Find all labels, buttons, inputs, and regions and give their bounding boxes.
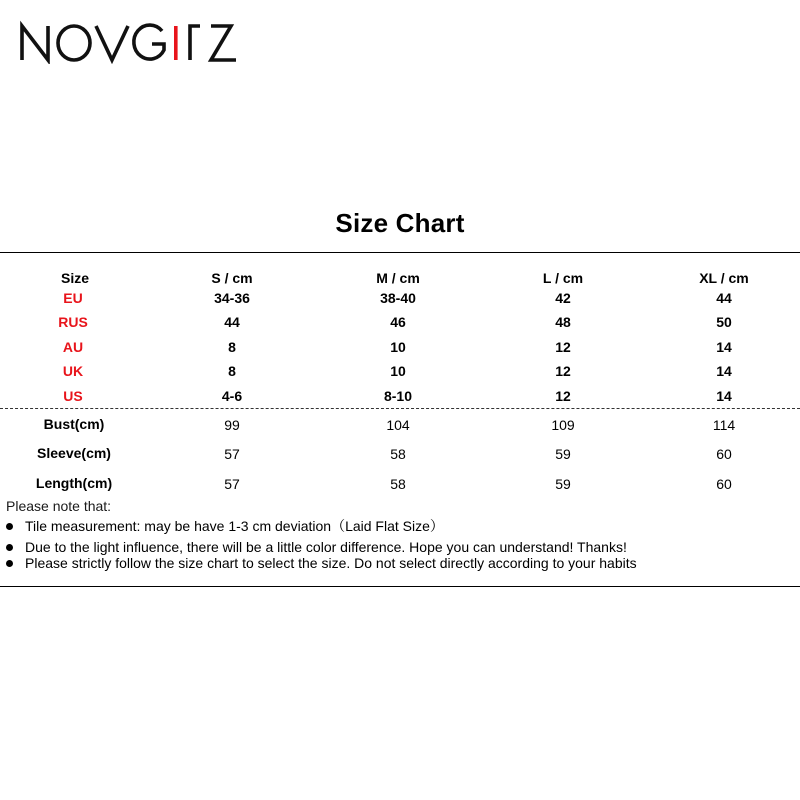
table-cell: 10: [390, 363, 406, 379]
region-label: UK: [62, 363, 84, 379]
top-divider: [0, 252, 800, 253]
note-text: Tile measurement: may be have 1-3 cm deviation（Laid Flat Size）: [25, 518, 444, 534]
table-cell: 12: [555, 339, 571, 355]
header-m: M / cm: [376, 270, 420, 286]
table-cell: 14: [716, 339, 732, 355]
region-label: EU: [63, 290, 83, 306]
bullet-icon: [6, 523, 13, 530]
table-cell: 44: [716, 290, 732, 306]
novgirl-logo-icon: [18, 20, 238, 64]
table-cell: 34-36: [214, 290, 250, 306]
table-cell: 59: [555, 476, 571, 492]
table-cell: 57: [224, 476, 240, 492]
table-cell: 48: [555, 314, 571, 330]
measurement-label: Sleeve(cm): [37, 445, 111, 461]
region-label: AU: [62, 339, 84, 355]
note-item: [6, 539, 627, 555]
table-cell: 57: [224, 446, 240, 462]
note-item: [6, 518, 444, 534]
note-text: Due to the light influence, there will be a little color difference. Hope you can understand! Thanks!: [25, 539, 627, 555]
table-cell: 38-40: [380, 290, 416, 306]
table-cell: 60: [716, 446, 732, 462]
table-cell: 44: [224, 314, 240, 330]
measurement-label: Length(cm): [35, 475, 113, 491]
table-cell: 8-10: [383, 388, 413, 404]
table-cell: 12: [555, 363, 571, 379]
table-cell: 50: [716, 314, 732, 330]
table-cell: 109: [551, 417, 575, 433]
dashed-divider: [0, 408, 800, 409]
table-cell: 46: [390, 314, 406, 330]
table-cell: 10: [390, 339, 406, 355]
table-cell: 58: [390, 476, 406, 492]
brand-logo: [18, 20, 238, 64]
header-xl: XL / cm: [699, 270, 749, 286]
header-size: Size: [60, 270, 89, 286]
table-cell: 42: [555, 290, 571, 306]
header-s: S / cm: [211, 270, 253, 286]
table-cell: 8: [228, 339, 236, 355]
bullet-icon: [6, 544, 13, 551]
region-label: RUS: [58, 314, 88, 330]
table-cell: 14: [716, 363, 732, 379]
table-cell: 114: [712, 417, 736, 433]
table-cell: 12: [555, 388, 571, 404]
table-cell: 14: [716, 388, 732, 404]
notes-heading: Please note that:: [6, 498, 112, 514]
region-label: US: [63, 388, 83, 404]
table-cell: 4-6: [221, 388, 243, 404]
note-text: Please strictly follow the size chart to select the size. Do not select directly according to your habits: [25, 555, 637, 571]
note-item: [6, 555, 637, 571]
bottom-divider: [0, 586, 800, 587]
bullet-icon: [6, 560, 13, 567]
table-cell: 59: [555, 446, 571, 462]
measurement-label: Bust(cm): [43, 416, 105, 432]
header-l: L / cm: [542, 270, 584, 286]
table-cell: 58: [390, 446, 406, 462]
table-cell: 8: [228, 363, 236, 379]
page-title: Size Chart: [335, 208, 465, 238]
table-cell: 104: [386, 417, 410, 433]
table-cell: 60: [716, 476, 732, 492]
table-cell: 99: [224, 417, 240, 433]
